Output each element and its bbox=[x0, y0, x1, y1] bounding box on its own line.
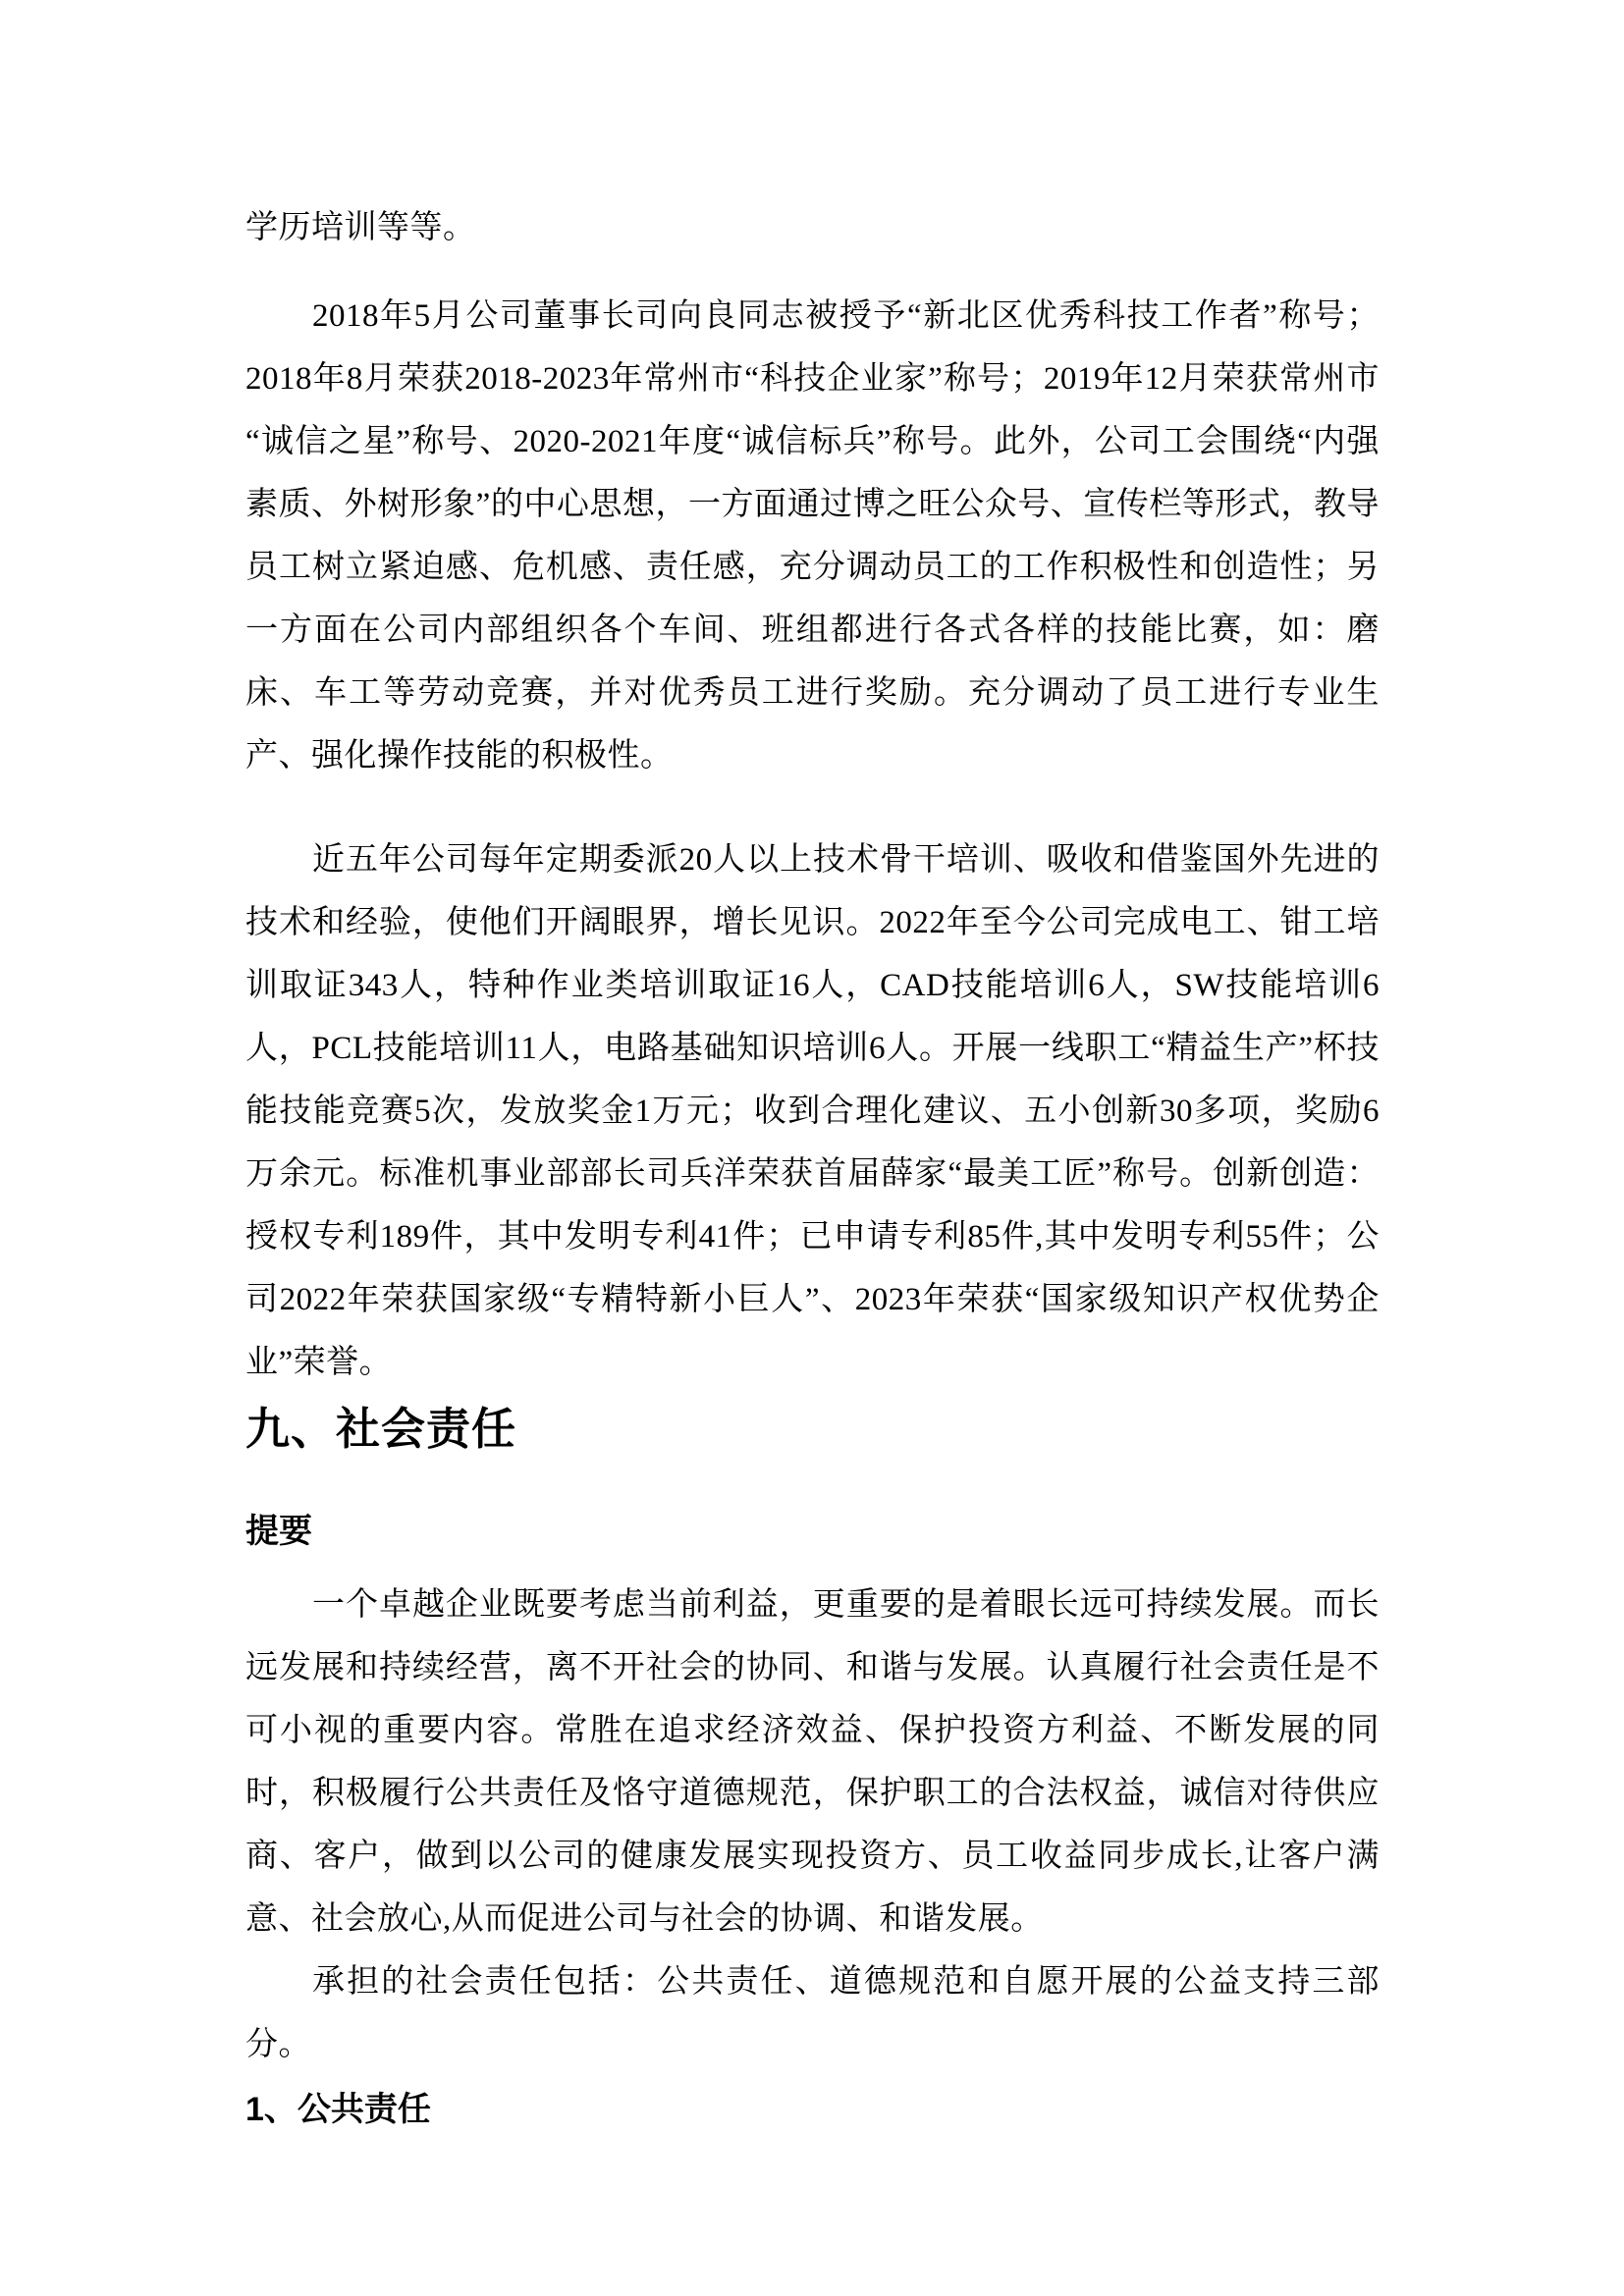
public-responsibility-heading: 1、公共责任 bbox=[245, 2091, 431, 2128]
paragraph-awards: 2018年5月公司董事长司向良同志被授予“新北区优秀科技工作者”称号；2018年8月荣获2018-2023年常州市“科技企业家”称号；2019年12月荣获常州市“诚信之星”称号、2020-2021年度“诚信标兵”称号。此外，公司工会围绕“内强素质、外树形象”的中心思想，一方面通过博之旺公众号、宣传栏等形式，教导员工树立紧迫感、危机感、责任感，充分调动员工的工作积极性和创造性；另一方面在公司内部组织各个车间、班组都进行各式各样的技能比赛，如：磨床、车工等劳动竞赛，并对优秀员工进行奖励。充分调动了员工进行专业生产、强化操作技能的积极性。 bbox=[245, 298, 1380, 774]
paragraph-summary: 一个卓越企业既要考虑当前利益，更重要的是着眼长远可持续发展。而长远发展和持续经营，离不开社会的协同、和谐与发展。认真履行社会责任是不可小视的重要内容。常胜在追求经济效益、保护投资方利益、不断发展的同时，积极履行公共责任及恪守道德规范，保护职工的合法权益，诚信对待供应商、客户，做到以公司的健康发展实现投资方、员工收益同步成长,让客户满意、社会放心,从而促进公司与社会的协调、和谐发展。 bbox=[245, 1587, 1380, 1937]
chapter-heading-social-responsibility: 九、社会责任 bbox=[245, 1404, 517, 1454]
paragraph-training: 近五年公司每年定期委派20人以上技术骨干培训、吸收和借鉴国外先进的技术和经验，使他们开阔眼界，增长见识。2022年至今公司完成电工、钳工培训取证343人，特种作业类培训取证16人，CAD技能培训6人，SW技能培训6人，PCL技能培训11人，电路基础知识培训6人。开展一线职工“精益生产”杯技能技能竞赛5次，发放奖金1万元；收到合理化建议、五小创新30多项，奖励6万余元。标准机事业部部长司兵洋荣获首届薛家“最美工匠”称号。创新创造：授权专利189件，其中发明专利41件；已申请专利85件,其中发明专利55件；公司2022年荣获国家级“专精特新小巨人”、2023年荣获“国家级知识产权优势企业”荣誉。 bbox=[245, 842, 1380, 1380]
summary-heading: 提要 bbox=[245, 1513, 312, 1550]
paragraph-responsibilities: 承担的社会责任包括：公共责任、道德规范和自愿开展的公益支持三部分。 bbox=[245, 1964, 1380, 2062]
paragraph-continuation: 学历培训等等。 bbox=[245, 210, 476, 245]
